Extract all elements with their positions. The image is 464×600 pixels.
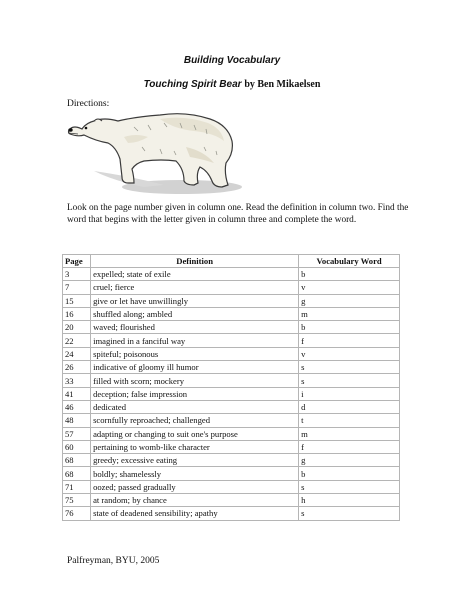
definition-cell: imagined in a fanciful way (91, 334, 299, 347)
vocabulary-word-cell: f (299, 334, 400, 347)
definition-cell: at random; by chance (91, 494, 299, 507)
definition-cell: indicative of gloomy ill humor (91, 361, 299, 374)
table-row (63, 294, 400, 307)
table-row (63, 307, 400, 320)
table-row (63, 387, 400, 400)
polar-bear-icon (64, 107, 254, 197)
worksheet-title: Building Vocabulary (183, 55, 281, 66)
table-row (63, 427, 400, 440)
page-cell: 15 (63, 294, 91, 307)
vocabulary-word-cell: b (299, 321, 400, 334)
vocabulary-word-cell: t (299, 414, 400, 427)
table-row (63, 454, 400, 467)
vocabulary-word-cell: m (299, 427, 400, 440)
table-row (63, 361, 400, 374)
definition-cell: boldly; shamelessly (91, 467, 299, 480)
table-row (63, 480, 400, 493)
definition-cell: cruel; fierce (91, 281, 299, 294)
page-cell: 68 (63, 467, 91, 480)
book-title: Touching Spirit Bear (143, 79, 242, 90)
page-cell: 33 (63, 374, 91, 387)
definition-cell: waved; flourished (91, 321, 299, 334)
page-cell: 57 (63, 427, 91, 440)
column-header-vocabulary-word: Vocabulary Word (299, 255, 400, 268)
vocabulary-word-cell: v (299, 347, 400, 360)
vocabulary-word-cell: b (299, 268, 400, 281)
definition-cell: filled with scorn; mockery (91, 374, 299, 387)
page-cell: 75 (63, 494, 91, 507)
page-cell: 26 (63, 361, 91, 374)
vocabulary-word-cell: d (299, 400, 400, 413)
definition-cell: greedy; excessive eating (91, 454, 299, 467)
definition-cell: scornfully reproached; challenged (91, 414, 299, 427)
vocabulary-word-cell: f (299, 440, 400, 453)
page-cell: 48 (63, 414, 91, 427)
table-row (63, 440, 400, 453)
table-header-row (63, 255, 400, 268)
page-cell: 46 (63, 400, 91, 413)
table-row (63, 400, 400, 413)
definition-cell: deception; false impression (91, 387, 299, 400)
definition-cell: adapting or changing to suit one's purpose (91, 427, 299, 440)
table-row (63, 507, 400, 520)
page-cell: 24 (63, 347, 91, 360)
definition-cell: pertaining to womb-like character (91, 440, 299, 453)
directions-label: Directions: (67, 99, 110, 109)
vocabulary-word-cell: b (299, 467, 400, 480)
page-cell: 76 (63, 507, 91, 520)
vocabulary-table (62, 254, 400, 521)
table-row (63, 321, 400, 334)
vocabulary-word-cell: s (299, 480, 400, 493)
book-author: by Ben Mikaelsen (244, 79, 321, 90)
page-cell: 71 (63, 480, 91, 493)
definition-cell: dedicated (91, 400, 299, 413)
definition-cell: shuffled along; ambled (91, 307, 299, 320)
vocabulary-word-cell: s (299, 374, 400, 387)
page-cell: 20 (63, 321, 91, 334)
vocabulary-word-cell: i (299, 387, 400, 400)
page-cell: 3 (63, 268, 91, 281)
vocabulary-word-cell: g (299, 294, 400, 307)
table-body (63, 268, 400, 521)
table-row (63, 268, 400, 281)
vocabulary-word-cell: m (299, 307, 400, 320)
definition-cell: state of deadened sensibility; apathy (91, 507, 299, 520)
column-header-definition: Definition (91, 255, 299, 268)
column-header-page: Page (63, 255, 91, 268)
vocabulary-word-cell: s (299, 361, 400, 374)
vocabulary-word-cell: h (299, 494, 400, 507)
footer-credit: Palfreyman, BYU, 2005 (67, 556, 160, 566)
instructions-text: Look on the page number given in column one. Read the definition in column two. Find the word that begins with the letter given in column three and complete the word. (67, 203, 409, 225)
table-row (63, 347, 400, 360)
table-row (63, 334, 400, 347)
page-cell: 7 (63, 281, 91, 294)
page-cell: 68 (63, 454, 91, 467)
definition-cell: expelled; state of exile (91, 268, 299, 281)
definition-cell: oozed; passed gradually (91, 480, 299, 493)
table-row (63, 281, 400, 294)
page-cell: 60 (63, 440, 91, 453)
definition-cell: spiteful; poisonous (91, 347, 299, 360)
vocabulary-word-cell: s (299, 507, 400, 520)
page-cell: 16 (63, 307, 91, 320)
table-row (63, 494, 400, 507)
page-cell: 22 (63, 334, 91, 347)
vocabulary-word-cell: g (299, 454, 400, 467)
book-title-line (0, 79, 464, 90)
definition-cell: give or let have unwillingly (91, 294, 299, 307)
vocabulary-word-cell: v (299, 281, 400, 294)
page-cell: 41 (63, 387, 91, 400)
table-row (63, 374, 400, 387)
table-row (63, 414, 400, 427)
table-row (63, 467, 400, 480)
